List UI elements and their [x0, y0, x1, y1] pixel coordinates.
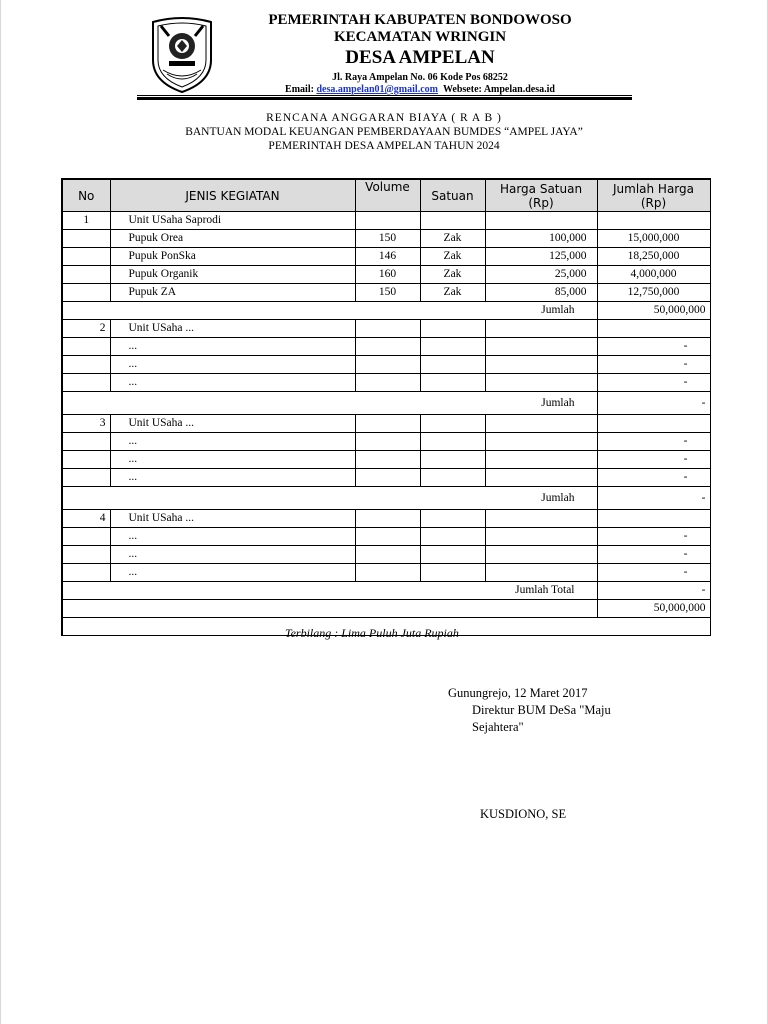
- email-link[interactable]: desa.ampelan01@gmail.com: [316, 84, 438, 95]
- subtotal-row: [62, 392, 710, 415]
- item-satuan: Zak: [420, 266, 485, 284]
- table-row: [62, 230, 710, 248]
- document-title: [150, 111, 618, 153]
- table-row: [62, 212, 710, 230]
- signature-block: [448, 685, 611, 736]
- total-dash: -: [597, 582, 710, 600]
- bondowoso-emblem-icon: [147, 16, 217, 94]
- item-name: ...: [110, 546, 355, 564]
- item-volume: 150: [355, 284, 420, 302]
- item-satuan: Zak: [420, 284, 485, 302]
- item-jumlah: -: [597, 356, 710, 374]
- table-row: [62, 248, 710, 266]
- item-harga: 85,000: [485, 284, 597, 302]
- section-name: Unit USaha ...: [110, 320, 355, 338]
- subtotal-label: Jumlah: [62, 302, 597, 320]
- section-name: Unit USaha Saprodi: [110, 212, 355, 230]
- item-jumlah: -: [597, 469, 710, 487]
- signature-position-line1: Direktur BUM DeSa "Maju: [472, 703, 611, 717]
- email-label: Email:: [285, 84, 314, 95]
- letterhead-district: KECAMATAN WRINGIN: [333, 29, 507, 45]
- subtotal-value: -: [597, 487, 710, 510]
- grand-total-value: 50,000,000: [597, 600, 710, 618]
- item-name: Pupuk ZA: [110, 284, 355, 302]
- item-jumlah: 4,000,000: [597, 266, 710, 284]
- item-harga: 100,000: [485, 230, 597, 248]
- subtotal-label: Jumlah: [62, 487, 597, 510]
- table-row: [62, 415, 710, 433]
- table-row: [62, 374, 710, 392]
- header-jenis-kegiatan: JENIS KEGIATAN: [110, 179, 355, 212]
- item-satuan: Zak: [420, 248, 485, 266]
- item-name: ...: [110, 338, 355, 356]
- section-no: 4: [62, 510, 110, 528]
- item-jumlah: 15,000,000: [597, 230, 710, 248]
- item-jumlah: 12,750,000: [597, 284, 710, 302]
- total-label: Jumlah Total: [62, 582, 597, 600]
- item-harga: 125,000: [485, 248, 597, 266]
- signature-position-line2: Sejahtera": [472, 720, 524, 734]
- header-satuan: Satuan: [420, 179, 485, 212]
- letterhead-rule-thin: [137, 95, 632, 96]
- total-row: [62, 582, 710, 600]
- page-edge-left: [0, 0, 1, 1024]
- table-row: [62, 528, 710, 546]
- header-no: No: [62, 179, 110, 212]
- item-name: ...: [110, 433, 355, 451]
- item-jumlah: -: [597, 374, 710, 392]
- subtotal-label: Jumlah: [62, 392, 597, 415]
- signature-place-date: Gunungrejo, 12 Maret 2017: [448, 686, 588, 700]
- terbilang-text: Terbilang : Lima Puluh Juta Rupiah: [285, 626, 459, 640]
- item-name: ...: [110, 528, 355, 546]
- signer-name: KUSDIONO, SE: [480, 807, 567, 821]
- section-no: 2: [62, 320, 110, 338]
- item-volume: 150: [355, 230, 420, 248]
- table-row: [62, 433, 710, 451]
- title-year: PEMERINTAH DESA AMPELAN TAHUN 2024: [268, 140, 500, 152]
- header-volume: Volume: [355, 179, 420, 212]
- letterhead-rule-thick: [137, 97, 632, 100]
- title-rab: RENCANA ANGGARAN BIAYA ( R A B ): [266, 112, 502, 124]
- item-volume: 160: [355, 266, 420, 284]
- item-jumlah: -: [597, 528, 710, 546]
- section-no: 3: [62, 415, 110, 433]
- table-header-row: [62, 179, 710, 212]
- section-name: Unit USaha ...: [110, 415, 355, 433]
- item-name: Pupuk Organik: [110, 266, 355, 284]
- section-name: Unit USaha ...: [110, 510, 355, 528]
- subtotal-value: 50,000,000: [597, 302, 710, 320]
- table-row: [62, 564, 710, 582]
- rab-table-wrapper: [61, 178, 709, 636]
- letterhead-address: Jl. Raya Ampelan No. 06 Kode Pos 68252: [332, 72, 508, 83]
- table-row: [62, 338, 710, 356]
- item-name: ...: [110, 356, 355, 374]
- subtotal-row: [62, 487, 710, 510]
- subtotal-value: -: [597, 392, 710, 415]
- letterhead: [240, 12, 600, 96]
- item-jumlah: -: [597, 564, 710, 582]
- grand-total-row: [62, 600, 710, 618]
- table-row: [62, 451, 710, 469]
- table-row: [62, 469, 710, 487]
- header-jumlah-harga: Jumlah Harga (Rp): [597, 179, 710, 212]
- section-no: 1: [62, 212, 110, 230]
- header-harga-satuan: Harga Satuan (Rp): [485, 179, 597, 212]
- item-jumlah: -: [597, 546, 710, 564]
- subtotal-row: [62, 302, 710, 320]
- letterhead-village: DESA AMPELAN: [345, 47, 495, 68]
- website-text: Ampelan.desa.id: [483, 84, 555, 95]
- table-row: [62, 266, 710, 284]
- item-name: Pupuk Orea: [110, 230, 355, 248]
- table-row: [62, 284, 710, 302]
- table-row: [62, 510, 710, 528]
- item-volume: 146: [355, 248, 420, 266]
- item-jumlah: 18,250,000: [597, 248, 710, 266]
- item-harga: 25,000: [485, 266, 597, 284]
- item-name: ...: [110, 469, 355, 487]
- item-jumlah: -: [597, 338, 710, 356]
- item-name: ...: [110, 374, 355, 392]
- item-satuan: Zak: [420, 230, 485, 248]
- table-row: [62, 546, 710, 564]
- title-program: BANTUAN MODAL KEUANGAN PEMBERDAYAAN BUMDES “AMPEL JAYA”: [185, 126, 583, 138]
- item-name: ...: [110, 451, 355, 469]
- table-row: [62, 356, 710, 374]
- website-label: Websete:: [442, 84, 482, 95]
- item-jumlah: -: [597, 451, 710, 469]
- letterhead-regency: PEMERINTAH KABUPATEN BONDOWOSO: [268, 12, 572, 28]
- table-row: [62, 320, 710, 338]
- item-name: ...: [110, 564, 355, 582]
- item-name: Pupuk PonSka: [110, 248, 355, 266]
- rab-table: [61, 178, 711, 636]
- grand-total-spacer: [62, 600, 597, 618]
- item-jumlah: -: [597, 433, 710, 451]
